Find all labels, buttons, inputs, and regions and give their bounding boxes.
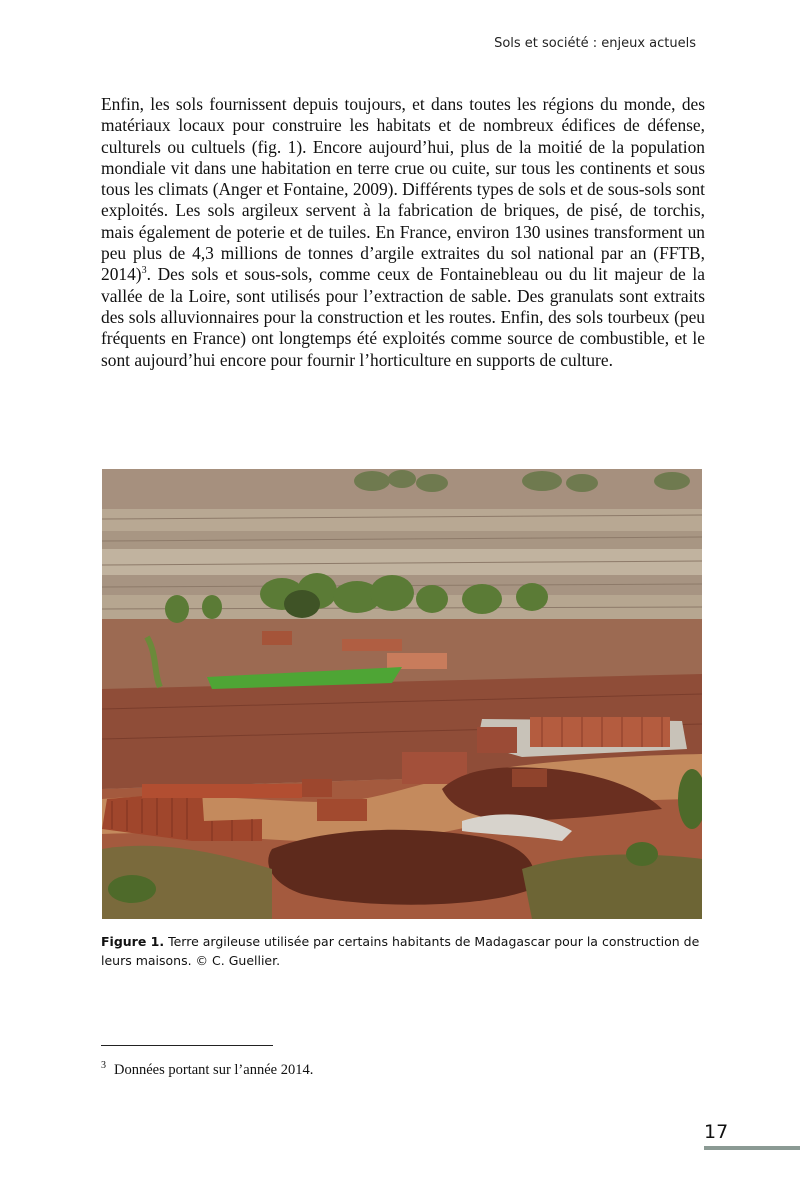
- footnote-separator: [101, 1045, 273, 1046]
- body-paragraph: [101, 94, 705, 371]
- figure-caption: [101, 932, 705, 970]
- footnote-reference: 3: [141, 265, 147, 277]
- page-number: 17: [704, 1121, 729, 1143]
- figure-caption-text: Terre argileuse utilisée par certains habitants de Madagascar pour la construction de leurs maisons. © C. Guellier.: [101, 934, 700, 968]
- footnote-number: 3: [101, 1060, 106, 1071]
- body-text-main: Enfin, les sols fournissent depuis toujours, et dans toutes les régions du monde, des matériaux locaux pour construire les habitats et de nombreux édifices de défense, culturels ou cultuels (fig. 1). Encore aujourd’hui, plus de la moitié de la population mondiale vit dans une habitation en terre crue ou cuite, sur tous les continents et sous tous les climats (Anger et Fontaine, 2009). Différents types de sols et de sous-sols sont exploités. Les sols argileux servent à la fabrication de briques, de pisé, de torchis, mais également de poterie et de tuiles. En France, environ 130 usines transforment un peu plus de 4,3 millions de tonnes d’argile extraites du sol national par an (FFTB, 2014): [101, 94, 705, 285]
- body-text-end: . Des sols et sous-sols, comme ceux de Fontainebleau ou du lit majeur de la vallée de la Loire, sont utilisés pour l’extraction de sable. Des granulats sont extraits des sols alluvionnaires pour la construction et les routes. Enfin, des sols tourbeux (peu fréquents en France) ont longtemps été exploités comme source de combustible, et le sont aujourd’hui encore pour fournir l’horticulture en supports de culture.: [101, 264, 705, 370]
- running-title: Sols et société : enjeux actuels: [494, 36, 696, 51]
- footnote-text: Données portant sur l’année 2014.: [114, 1061, 314, 1078]
- brick-field-landscape-photo: [102, 469, 702, 919]
- page-number-rule: [704, 1146, 800, 1150]
- footnote: [101, 1060, 313, 1079]
- figure-label: Figure 1.: [101, 934, 165, 949]
- figure-photo: [102, 469, 702, 919]
